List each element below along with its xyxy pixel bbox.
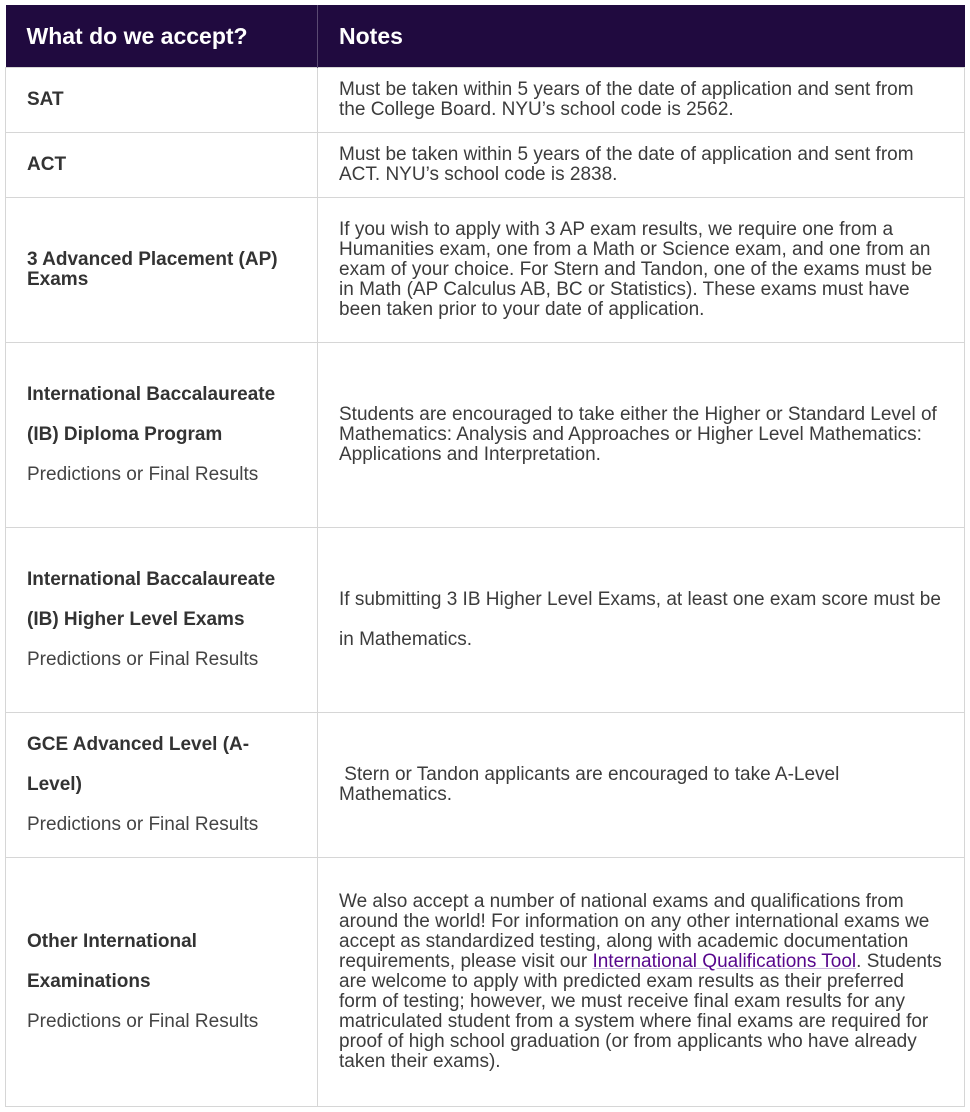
test-name-cell [6,528,318,713]
test-name: International Baccalaureate (IB) Higher Level Exams [27,569,276,630]
header-notes: Notes [318,5,965,68]
table-row [6,713,965,858]
test-name: International Baccalaureate (IB) Diploma Program [27,384,276,445]
table-row [6,198,965,343]
test-name-cell [6,713,318,858]
notes-cell [318,858,965,1107]
test-name-cell [6,198,318,343]
test-subtitle: Predictions or Final Results [27,1011,259,1032]
test-name: SAT [27,89,64,110]
test-name-cell [6,68,318,133]
notes-cell: If you wish to apply with 3 AP exam results, we require one from a Humanities exam, one from a Math or Science exam, and one from an exam of your choice. For Stern and Tandon, one of the exams must be in Math (AP Calculus AB, BC or Statistics). These exams must have been taken prior to your date of application. [318,198,965,343]
test-name: Other International Examinations [27,931,197,992]
test-name-cell [6,858,318,1107]
notes-text-after-link: . Students are welcome to apply with predicted exam results as their preferred form of testing; however, we must receive final exam results for any matriculated student from a system where final exams are required for proof of high school graduation (or from applicants who have already taken their exams). [339,951,942,1072]
test-subtitle: Predictions or Final Results [27,464,259,485]
table-row [6,858,965,1107]
notes-cell: Stern or Tandon applicants are encouraged to take A-Level Mathematics. [318,713,965,858]
accepted-tests-table [5,5,965,1107]
notes-cell: Must be taken within 5 years of the date of application and sent from ACT. NYU’s school code is 2838. [318,133,965,198]
test-name: ACT [27,154,67,175]
table-row [6,133,965,198]
notes-text-before-link: We also accept a number of national exams and qualifications from around the world! For information on any other international exams we accept as standardized testing, along with academic documentation requirements, please visit our [339,891,930,972]
international-qualifications-tool-link[interactable]: International Qualifications Tool [592,951,857,972]
test-name-cell [6,133,318,198]
table-header-row [6,5,965,68]
notes-cell: Students are encouraged to take either the Higher or Standard Level of Mathematics: Analysis and Approaches or Higher Level Mathematics: Applications and Interpretation. [318,343,965,528]
test-subtitle: Predictions or Final Results [27,649,259,670]
table-row [6,528,965,713]
table-row [6,343,965,528]
header-what-do-we-accept: What do we accept? [6,5,318,68]
notes-cell: If submitting 3 IB Higher Level Exams, at least one exam score must be in Mathematics. [318,528,965,713]
test-subtitle: Predictions or Final Results [27,814,259,835]
test-name: 3 Advanced Placement (AP) Exams [27,249,278,290]
table-row [6,68,965,133]
notes-cell: Must be taken within 5 years of the date of application and sent from the College Board. NYU’s school code is 2562. [318,68,965,133]
test-name-cell [6,343,318,528]
test-name: GCE Advanced Level (A-Level) [27,734,250,795]
